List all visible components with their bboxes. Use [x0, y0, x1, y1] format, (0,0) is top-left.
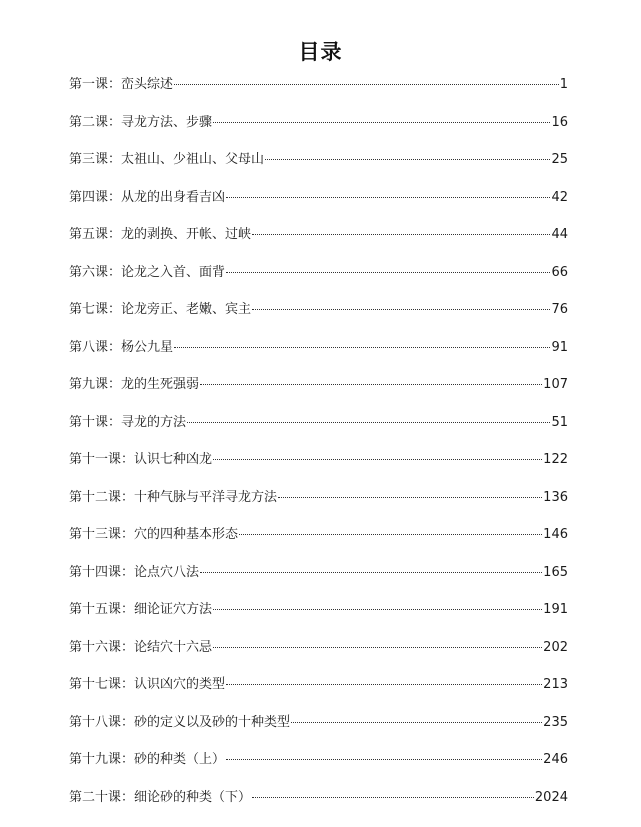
toc-lesson-number: 第七课： [69, 302, 122, 317]
toc-entry[interactable] [69, 149, 568, 187]
toc-page-number: 66 [551, 264, 568, 280]
toc-dot-leader [226, 684, 542, 685]
toc-dot-leader [213, 122, 550, 123]
toc-entry[interactable] [69, 262, 568, 300]
toc-dot-leader [278, 497, 542, 498]
toc-lesson-number: 第二课： [69, 114, 122, 130]
toc-lesson-title: 砂的定义以及砂的十种类型 [134, 714, 291, 730]
toc-entry[interactable] [69, 712, 568, 750]
toc-page-number: 16 [551, 114, 568, 130]
toc-page-number: 165 [543, 564, 568, 580]
toc-page-number: 107 [543, 377, 568, 392]
toc-lesson-number: 第五课： [69, 227, 122, 242]
toc-lesson-title: 穴的四种基本形态 [134, 527, 239, 542]
toc-entry[interactable] [69, 187, 568, 225]
toc-lesson-number: 第三课： [69, 152, 122, 167]
toc-page-number: 246 [543, 752, 568, 767]
toc-lesson-number: 第十二课： [69, 489, 135, 505]
toc-dot-leader [291, 722, 542, 723]
toc-lesson-title: 寻龙的方法 [121, 414, 187, 430]
toc-entry[interactable] [69, 749, 568, 787]
toc-lesson-title: 细论砂的种类（下） [134, 789, 252, 805]
toc-entry[interactable] [69, 524, 568, 562]
toc-page-number: 42 [551, 189, 568, 205]
toc-dot-leader [226, 197, 550, 198]
toc-lesson-number: 第九课： [69, 377, 122, 392]
toc-entry[interactable] [69, 674, 568, 712]
toc-lesson-title: 十种气脉与平洋寻龙方法 [134, 489, 278, 505]
toc-dot-leader [187, 422, 550, 423]
toc-lesson-title: 从龙的出身看吉凶 [121, 189, 226, 205]
toc-page-number: 25 [551, 152, 568, 167]
toc-dot-leader [213, 609, 542, 610]
toc-lesson-title: 认识凶穴的类型 [134, 677, 226, 692]
toc-lesson-title: 寻龙方法、步骤 [121, 114, 213, 130]
toc-page-number: 76 [551, 302, 568, 317]
toc-lesson-title: 龙的剥换、开帐、过峡 [121, 227, 252, 242]
toc-dot-leader [213, 647, 542, 648]
toc-lesson-title: 砂的种类（上） [134, 752, 226, 767]
toc-lesson-title: 论龙之入首、面背 [121, 264, 226, 280]
toc-dot-leader [265, 159, 550, 160]
toc-entry[interactable] [69, 224, 568, 262]
toc-entry[interactable] [69, 112, 568, 150]
toc-dot-leader [252, 309, 550, 310]
toc-lesson-number: 第十七课： [69, 677, 135, 692]
toc-page-number: 213 [543, 677, 568, 692]
toc-entry[interactable] [69, 337, 568, 375]
toc-page-number: 136 [543, 489, 568, 505]
toc-dot-leader [200, 572, 542, 573]
toc-page-number: 1 [559, 77, 568, 92]
toc-lesson-number: 第十一课： [69, 452, 135, 467]
toc-dot-leader [174, 84, 559, 85]
toc-page-number: 191 [543, 602, 568, 617]
toc-lesson-number: 第二十课： [69, 789, 135, 805]
toc-dot-leader [200, 384, 542, 385]
toc-entry[interactable] [69, 374, 568, 412]
toc-lesson-number: 第十课： [69, 414, 122, 430]
toc-lesson-title: 太祖山、少祖山、父母山 [121, 152, 265, 167]
toc-lesson-number: 第十九课： [69, 752, 135, 767]
toc-page-number: 44 [551, 227, 568, 242]
toc-page-number: 51 [551, 414, 568, 430]
toc-lesson-number: 第一课： [69, 77, 122, 92]
toc-lesson-title: 认识七种凶龙 [134, 452, 213, 467]
toc-lesson-title: 细论证穴方法 [134, 602, 213, 617]
toc-page-number: 146 [543, 527, 568, 542]
toc-lesson-title: 峦头综述 [121, 77, 174, 92]
table-of-contents [69, 74, 568, 824]
toc-lesson-number: 第十四课： [69, 564, 135, 580]
toc-lesson-title: 论点穴八法 [134, 564, 200, 580]
toc-page-number: 91 [551, 339, 568, 355]
toc-entry[interactable] [69, 74, 568, 112]
toc-page-number: 202 [543, 639, 568, 655]
toc-lesson-number: 第四课： [69, 189, 122, 205]
toc-entry[interactable] [69, 637, 568, 675]
toc-dot-leader [226, 759, 542, 760]
toc-entry[interactable] [69, 299, 568, 337]
toc-page-number: 2024 [534, 789, 568, 805]
toc-dot-leader [239, 534, 542, 535]
toc-lesson-title: 论龙旁正、老嫩、宾主 [121, 302, 252, 317]
toc-entry[interactable] [69, 487, 568, 525]
toc-lesson-number: 第八课： [69, 339, 122, 355]
toc-lesson-number: 第十五课： [69, 602, 135, 617]
toc-entry[interactable] [69, 412, 568, 450]
toc-dot-leader [252, 797, 534, 798]
toc-lesson-title: 杨公九星 [121, 339, 174, 355]
toc-dot-leader [226, 272, 550, 273]
toc-lesson-number: 第十八课： [69, 714, 135, 730]
toc-dot-leader [174, 347, 550, 348]
toc-lesson-number: 第十三课： [69, 527, 135, 542]
toc-entry[interactable] [69, 787, 568, 825]
toc-dot-leader [252, 234, 550, 235]
toc-entry[interactable] [69, 562, 568, 600]
toc-page-number: 122 [543, 452, 568, 467]
page-title: 目录 [298, 40, 343, 64]
toc-entry[interactable] [69, 599, 568, 637]
toc-entry[interactable] [69, 449, 568, 487]
toc-lesson-title: 龙的生死强弱 [121, 377, 200, 392]
toc-page-number: 235 [543, 714, 568, 730]
toc-lesson-title: 论结穴十六忌 [134, 639, 213, 655]
toc-lesson-number: 第十六课： [69, 639, 135, 655]
toc-dot-leader [213, 459, 542, 460]
toc-lesson-number: 第六课： [69, 264, 122, 280]
